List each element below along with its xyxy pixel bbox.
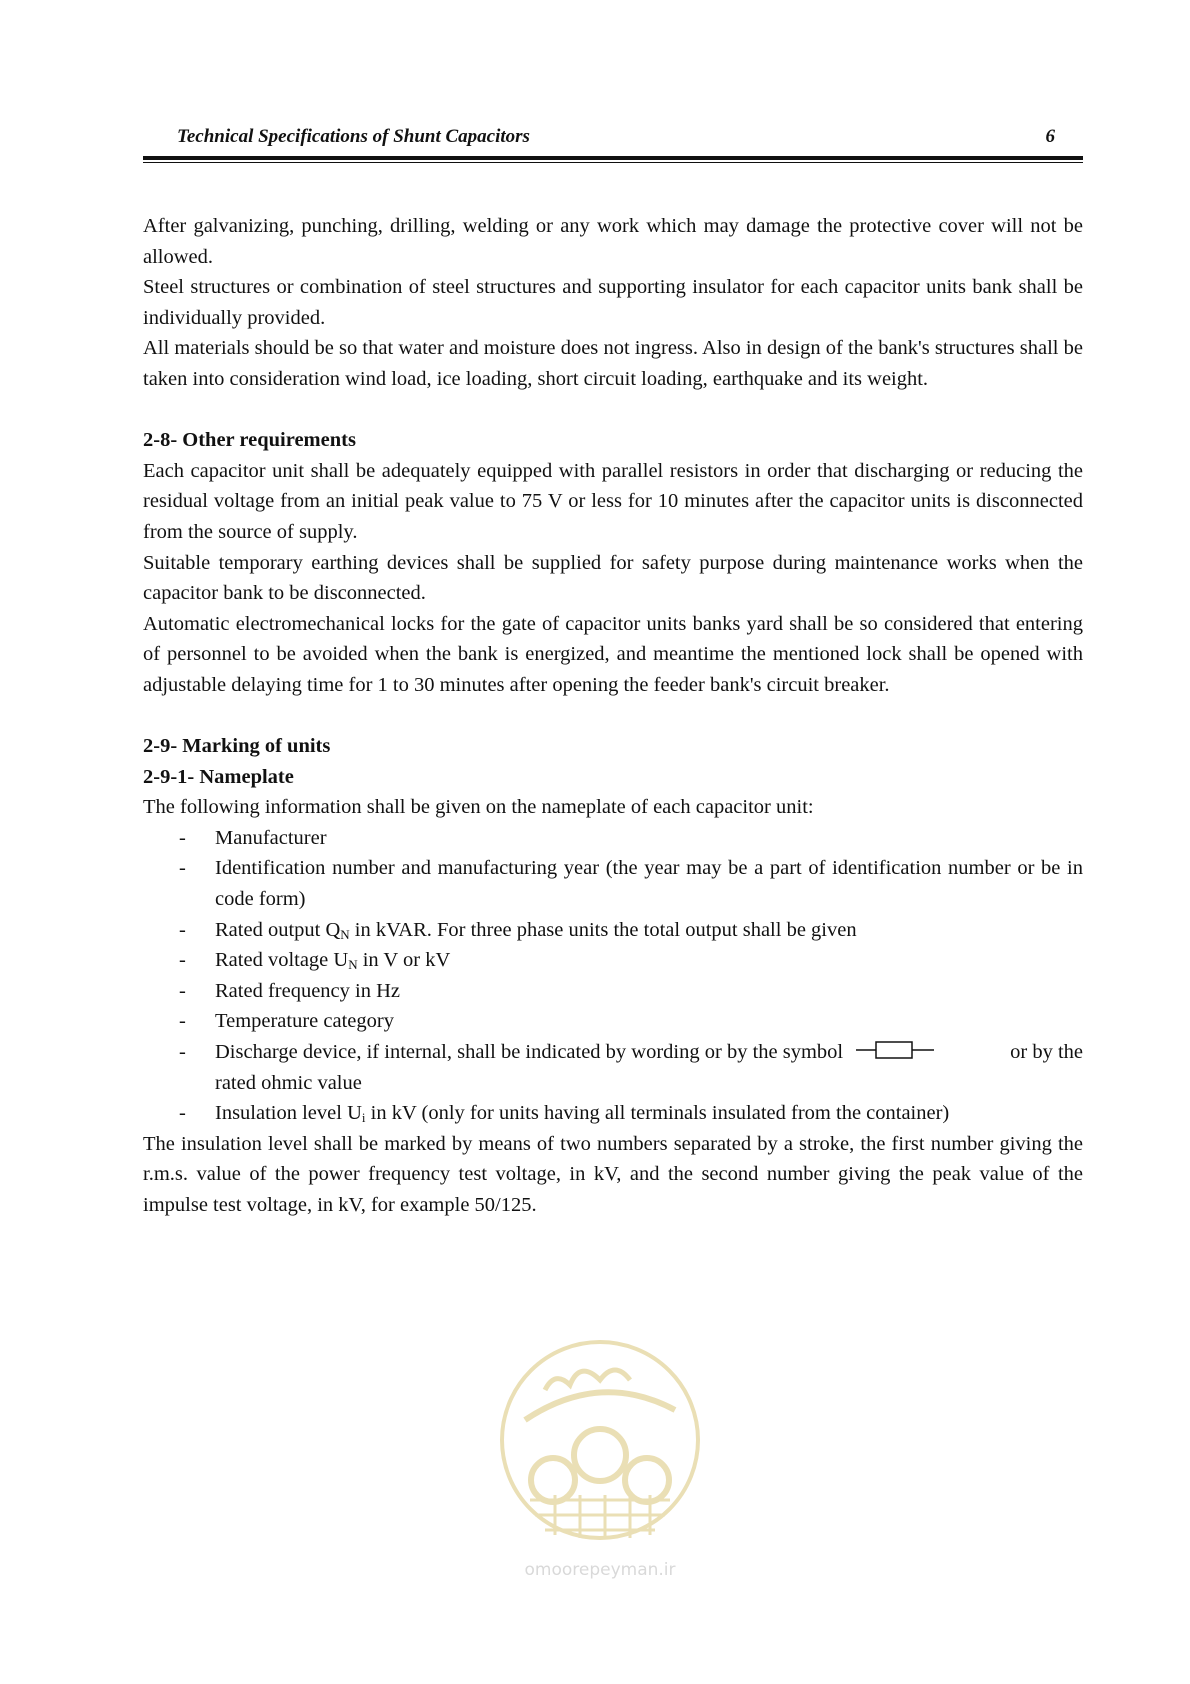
page-number: 6	[1045, 126, 1055, 147]
section-heading: 2-8- Other requirements	[143, 429, 356, 452]
list-item: - Identification number and manufacturing year (the year may be a part of identification number or be in code form)	[143, 853, 1083, 914]
header-rule-thick	[143, 156, 1083, 160]
list-dash: -	[179, 918, 186, 941]
subsection-heading: 2-9-1- Nameplate	[143, 765, 294, 788]
paragraph: The following information shall be given on the nameplate of each capacitor unit:	[143, 796, 814, 819]
list-dash: -	[179, 1010, 186, 1033]
list-item: - Rated voltage $U_N$ in V or kV	[143, 945, 1083, 976]
list-dash: -	[179, 857, 186, 880]
list-dash: -	[179, 1102, 186, 1125]
list-item: - Manufacturer	[143, 823, 1083, 854]
list-dash: -	[179, 949, 186, 972]
svg-text:omoorepeyman.ir: omoorepeyman.ir	[524, 1560, 676, 1580]
section-heading: 2-9- Marking of units	[143, 735, 331, 758]
paragraph: After galvanizing, punching, drilling, welding or any work which may damage the protective cover will not be allowed.	[143, 215, 1083, 268]
list-item: - Rated frequency in Hz	[143, 976, 1083, 1007]
page-header	[143, 126, 1083, 148]
nameplate-list	[143, 823, 1083, 1129]
list-dash: -	[179, 826, 186, 849]
resistor-symbol-icon	[856, 1040, 936, 1060]
header-rule-thin	[143, 162, 1083, 163]
list-item: - Temperature category	[143, 1006, 1083, 1037]
list-dash: -	[179, 1041, 186, 1064]
list-item: - Rated output $Q_N$ in kVAR. For three phase units the total output shall be given	[143, 915, 1083, 946]
paragraph: Automatic electromechanical locks for the gate of capacitor units banks yard shall be so considered that entering of personnel to be avoided when the bank is energized, and meantime the mentioned lock shall be opened with adjustable delaying time for 1 to 30 minutes after opening the feeder bank's circuit breaker.	[143, 612, 1083, 696]
paragraph: All materials should be so that water and moisture does not ingress. Also in design of the bank's structures shall be taken into consideration wind load, ice loading, short circuit loading, earthquake and its weight.	[143, 337, 1083, 390]
paragraph: Steel structures or combination of steel structures and supporting insulator for each capacitor units bank shall be individually provided.	[143, 276, 1083, 329]
list-dash: -	[179, 979, 186, 1002]
watermark-logo	[485, 1330, 715, 1590]
paragraph: The insulation level shall be marked by means of two numbers separated by a stroke, the first number giving the r.m.s. value of the power frequency test voltage, in kV, and the second number giving the peak value of the impulse test voltage, in kV, for example 50/125.	[143, 1132, 1083, 1216]
header-title: Technical Specifications of Shunt Capacitors	[177, 126, 530, 147]
list-item: - Discharge device, if internal, shall be indicated by wording or by the symbol or by the rated ohmic value	[143, 1037, 1083, 1098]
paragraph: Suitable temporary earthing devices shall be supplied for safety purpose during maintenance works when the capacitor bank to be disconnected.	[143, 551, 1083, 605]
list-item: - Insulation level $U_i$ in kV (only for units having all terminals insulated from the container)	[143, 1098, 1083, 1129]
page-content	[143, 211, 1083, 1221]
paragraph: Each capacitor unit shall be adequately equipped with parallel resistors in order that discharging or reducing the residual voltage from an initial peak value to 75 V or less for 10 minutes after the capacitor units is disconnected from the source of supply.	[143, 459, 1083, 543]
